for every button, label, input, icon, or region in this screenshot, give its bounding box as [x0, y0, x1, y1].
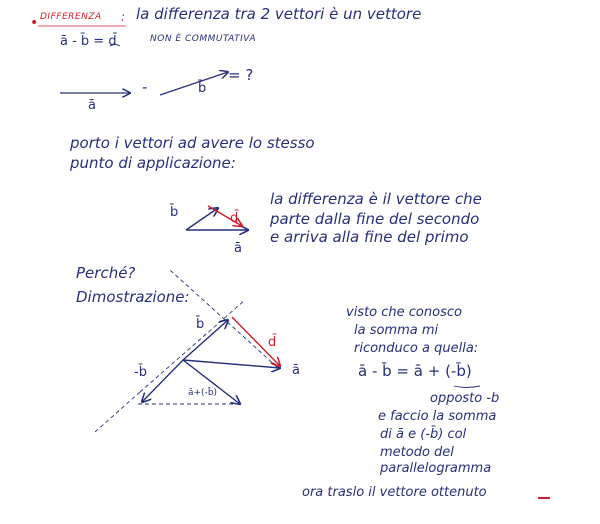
triangle-label-b: b̄ [170, 205, 179, 220]
dashed-line-b-axis [140, 300, 245, 392]
triangle-vector-b [186, 208, 218, 230]
proof-label-sum: ā+(-b̄) [188, 388, 218, 398]
proof-equation: ā - b̄ = ā + (-b̄) [358, 362, 472, 380]
proof-label-d: d̄ [268, 335, 277, 350]
triangle-label-d: d̄ [230, 211, 239, 226]
explanation-line-1: la differenza è il vettore che [270, 190, 482, 208]
example-vector-b [160, 72, 228, 95]
proof-text-line-2: la somma mi [354, 323, 439, 338]
proof-opposite-note: opposto -b [430, 391, 500, 406]
premise-line-1: porto i vettori ad avere lo stesso [70, 134, 315, 152]
explanation-line-2: parte dalla fine del secondo [270, 210, 480, 228]
proof-label-a: ā [292, 363, 300, 378]
proof-title: Dimostrazione: [76, 288, 190, 306]
question-why: Perché? [76, 264, 136, 282]
proof-text-line-7: parallelogramma [380, 461, 492, 476]
difference-formula: ā - b̄ = d̄ [60, 34, 117, 49]
example-label-b: b̄ [198, 81, 207, 96]
footer-text: ora traslo il vettore ottenuto [302, 485, 487, 500]
heading-title: DIFFERENZA [40, 12, 102, 22]
definition-text: la differenza tra 2 vettori è un vettore [136, 5, 422, 23]
proof-text-line-1: visto che conosco [346, 305, 462, 320]
example-minus: - [142, 78, 148, 96]
dashed-line-b-ext [95, 392, 140, 432]
example-result: = ? [228, 66, 254, 84]
proof-vector-neg-b [142, 360, 183, 402]
triangle-label-a: ā [234, 241, 242, 256]
proof-vector-b [183, 317, 228, 360]
proof-text-line-6: metodo del [380, 445, 454, 460]
proof-text-line-3: riconduco a quella: [354, 341, 479, 356]
proof-text-line-5: di ā e (-b̄) col [380, 427, 467, 442]
proof-vector-d [232, 317, 280, 366]
triangle-vector-d [208, 206, 242, 226]
proof-vector-sum [183, 360, 240, 404]
proof-label-neg-b: -b̄ [134, 365, 147, 380]
bullet: • [30, 15, 39, 31]
example-label-a: ā [88, 98, 96, 113]
not-commutative-note: NON È COMMUTATIVA [150, 34, 256, 44]
premise-line-2: punto di applicazione: [70, 154, 236, 172]
proof-label-b: b̄ [196, 317, 205, 332]
proof-text-line-4: e faccio la somma [378, 409, 497, 424]
proof-vector-a [183, 360, 280, 368]
dashed-line-diagonal [170, 270, 277, 367]
heading-colon: : [121, 10, 126, 24]
explanation-line-3: e arriva alla fine del primo [270, 228, 469, 246]
